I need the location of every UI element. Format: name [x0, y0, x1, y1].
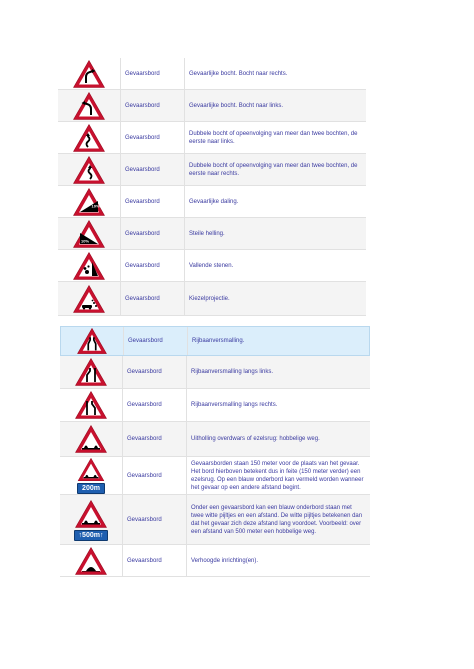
sign-type: Gevaarsbord [123, 327, 187, 355]
table-row [60, 545, 370, 577]
table-row [60, 326, 370, 356]
sign-type: Gevaarsbord [120, 282, 184, 315]
table-row [58, 90, 366, 122]
sharp-right-bend-sign-icon [58, 58, 120, 89]
uneven-road-sign-icon [60, 422, 122, 456]
sign-description: Dubbele bocht of opeenvolging van meer dan twee bochten, de eerste naar links. [184, 122, 366, 153]
sign-description: Onder een gevaarsbord kan een blauw onderbord staan met twee witte pijltjes en een afstand. De witte pijltjes betekenen dan dat het gevaar zich deze afstand lang voordoet. Voorbeeld: over een afstand van 500 meter een hobbelige weg. [186, 495, 370, 544]
traffic-sign-table-top [58, 0, 366, 316]
sign-type: Gevaarsbord [120, 218, 184, 249]
sign-description: Dubbele bocht of opeenvolging van meer dan twee bochten, de eerste naar rechts. [184, 154, 366, 185]
double-bend-right-first-sign-icon [58, 154, 120, 185]
falling-rocks-sign-icon [58, 250, 120, 281]
svg-text:10%: 10% [81, 238, 90, 243]
sign-description: Rijbaanversmalling langs rechts. [186, 389, 370, 421]
speed-bump-sign-icon [60, 545, 122, 576]
table-row [58, 186, 366, 218]
table-row [60, 457, 370, 495]
sign-description: Steile helling. [184, 218, 366, 249]
sign-description: Vallende stenen. [184, 250, 366, 281]
sign-description: Gevaarlijke daling. [184, 186, 366, 217]
steep-ascent-sign-icon [58, 218, 120, 249]
sharp-left-bend-sign-icon [58, 90, 120, 121]
sign-description: Kiezelprojectie. [184, 282, 366, 315]
sign-type: Gevaarsbord [122, 495, 186, 544]
sign-description: Rijbaanversmalling langs links. [186, 356, 370, 388]
sign-description: Uitholling overdwars of ezelsrug: hobbelige weg. [186, 422, 370, 456]
table-row [60, 389, 370, 422]
sign-type: Gevaarsbord [122, 422, 186, 456]
sign-description: Gevaarlijke bocht. Bocht naar links. [184, 90, 366, 121]
table-row [58, 154, 366, 186]
sign-type: Gevaarsbord [122, 389, 186, 421]
sign-type: Gevaarsbord [120, 154, 184, 185]
table-row [58, 250, 366, 282]
sign-type: Gevaarsbord [122, 457, 186, 494]
sign-type: Gevaarsbord [120, 250, 184, 281]
sign-type: Gevaarsbord [120, 122, 184, 153]
table-row [58, 0, 366, 90]
table-row [58, 122, 366, 154]
sign-type: Gevaarsbord [122, 545, 186, 576]
table-row [60, 422, 370, 457]
road-narrows-both-sides-sign-icon [61, 327, 123, 355]
road-narrows-left-sign-icon [60, 356, 122, 388]
svg-text:10%: 10% [91, 203, 100, 208]
sign-type: Gevaarsbord [120, 186, 184, 217]
sign-type: Gevaarsbord [120, 58, 184, 89]
distance-plate: ↑500m↑ [74, 530, 109, 541]
uneven-road-500m-sign-icon [60, 495, 122, 544]
traffic-sign-table-bottom [60, 326, 370, 577]
double-bend-left-first-sign-icon [58, 122, 120, 153]
table-row [60, 356, 370, 389]
sign-description: Gevaarsborden staan 150 meter voor de plaats van het gevaar. Het bord hierboven betekent dus in feite (150 meter verder) een ezelsrug. Op een blauw onderbord kan vermeld worden wanneer het gevaar op een andere afstand begint. [186, 457, 370, 494]
distance-plate: 200m [77, 483, 105, 494]
sign-description: Verhoogde inrichting(en). [186, 545, 370, 576]
table-row [58, 282, 366, 316]
sign-description: Gevaarlijke bocht. Bocht naar rechts. [184, 58, 366, 89]
sign-type: Gevaarsbord [120, 90, 184, 121]
loose-chippings-sign-icon [58, 282, 120, 315]
table-row [60, 495, 370, 545]
uneven-road-200m-sign-icon [60, 457, 122, 494]
sign-description: Rijbaanversmalling. [187, 327, 369, 355]
sign-type: Gevaarsbord [122, 356, 186, 388]
table-row [58, 218, 366, 250]
steep-descent-sign-icon [58, 186, 120, 217]
road-narrows-right-sign-icon [60, 389, 122, 421]
